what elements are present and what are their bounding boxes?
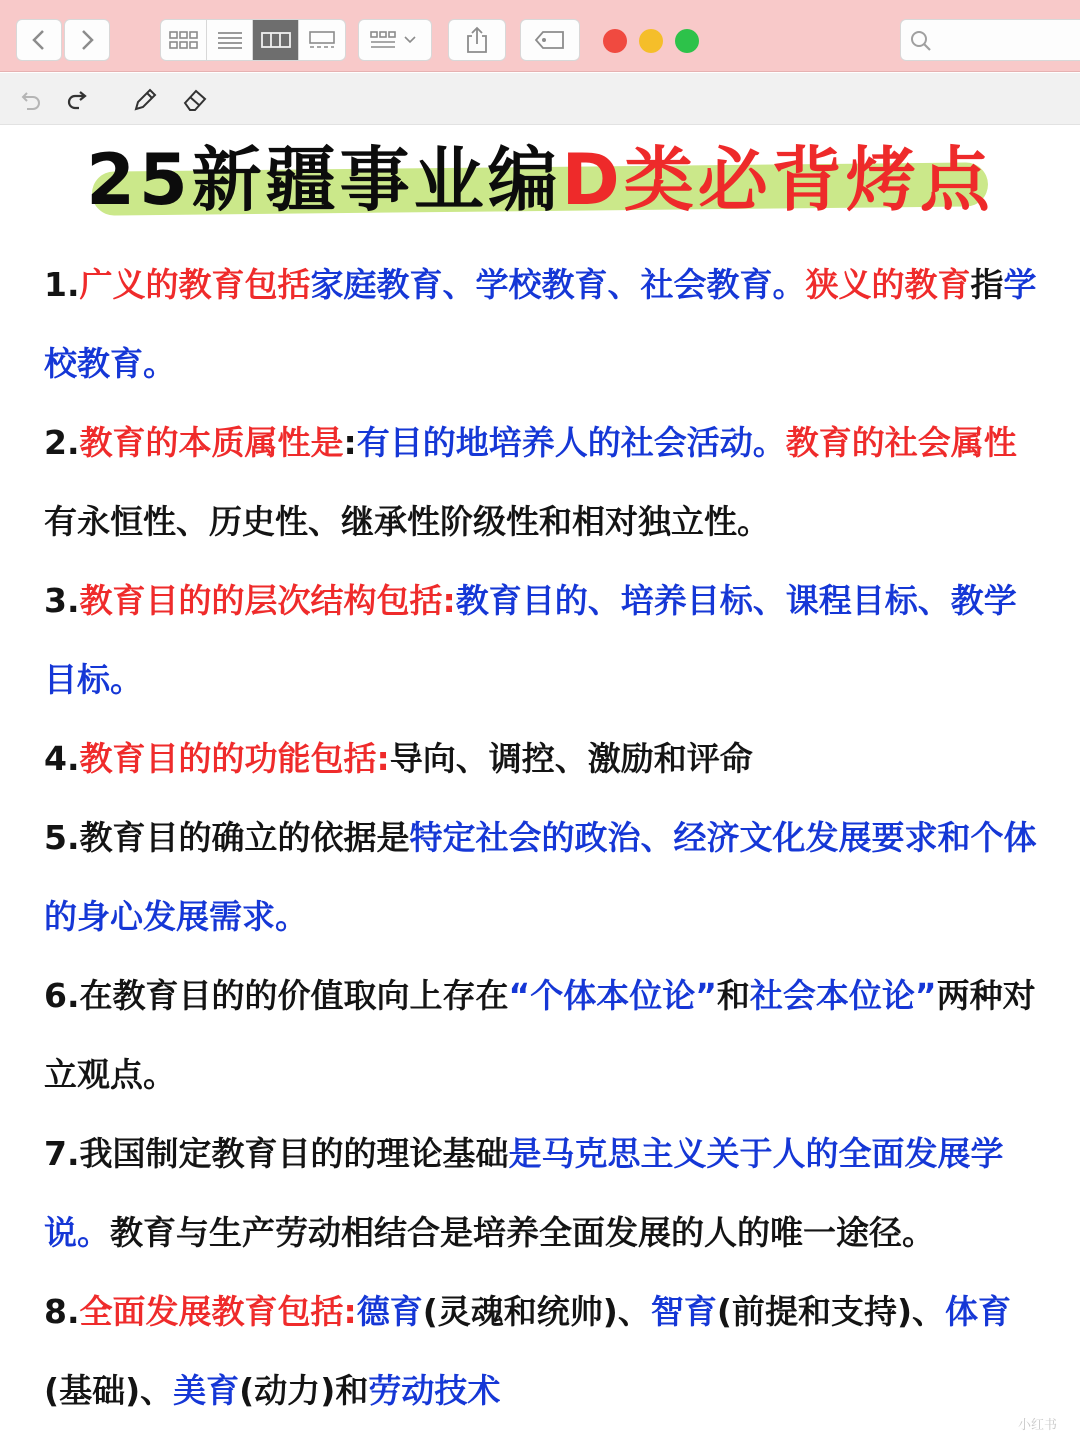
gallery-view-button[interactable] <box>299 20 345 60</box>
view-mode-switcher <box>160 19 346 61</box>
item-text-segment: 2. <box>44 423 80 462</box>
item-text-segment: 德育 <box>356 1292 423 1331</box>
eraser-button[interactable] <box>180 85 210 115</box>
list-icon <box>216 30 244 50</box>
columns-icon <box>260 30 292 50</box>
list-item <box>44 798 1044 956</box>
arrange-icon <box>367 29 423 51</box>
window-toolbar <box>0 0 1080 72</box>
close-window-button[interactable] <box>603 29 627 53</box>
item-text-segment: 社会本位论” <box>749 976 937 1015</box>
item-text-segment: 教育目的的功能包括: <box>79 739 390 778</box>
list-item <box>44 1272 1044 1430</box>
forward-button[interactable] <box>64 19 110 61</box>
item-text-segment: 特定社会的政治、经济文化发展要求和个体的身心发展需求。 <box>44 818 1037 936</box>
item-text-segment: 3. <box>44 581 80 620</box>
document-title-block <box>0 135 1080 225</box>
list-item <box>44 956 1044 1114</box>
list-view-button[interactable] <box>207 20 253 60</box>
arrange-dropdown[interactable] <box>358 19 432 61</box>
gallery-icon <box>306 30 338 50</box>
back-button[interactable] <box>16 19 62 61</box>
note-items-list <box>44 245 1044 1430</box>
minimize-window-button[interactable] <box>639 29 663 53</box>
list-item <box>44 1114 1044 1272</box>
item-text-segment: 美育 <box>173 1371 240 1410</box>
pencil-icon <box>131 86 159 114</box>
undo-button[interactable] <box>16 85 46 115</box>
item-text-segment: 6.在教育目的的价值取向上存在 <box>44 976 509 1015</box>
item-text-segment: 导向、调控、激励和评命 <box>389 739 753 778</box>
search-field[interactable] <box>900 19 1080 61</box>
item-text-segment: 是马克思主义关于人的全面发展学说。 <box>44 1134 1004 1252</box>
pencil-button[interactable] <box>130 85 160 115</box>
watermark: 小红书 <box>1018 1418 1058 1433</box>
item-text-segment: 学校教育。 <box>44 265 1037 383</box>
list-item <box>44 245 1044 403</box>
share-icon <box>464 26 490 54</box>
edit-toolbar <box>0 73 1080 125</box>
item-text-segment: 8. <box>44 1292 80 1331</box>
item-text-segment: 智育 <box>650 1292 717 1331</box>
item-text-segment: 5.教育目的确立的依据是 <box>44 818 410 857</box>
icon-view-button[interactable] <box>161 20 207 60</box>
redo-icon <box>65 88 89 112</box>
chevron-right-icon <box>77 28 97 52</box>
grid-icon <box>168 30 200 50</box>
eraser-icon <box>181 86 209 114</box>
item-text-segment: 有目的地培养人的社会活动。 <box>356 423 786 462</box>
item-text-segment: 教育与生产劳动相结合是培养全面发展的人的唯一途径。 <box>110 1213 935 1252</box>
item-text-segment: 有永恒性、历史性、继承性阶级性和相对独立性。 <box>44 502 770 541</box>
column-view-button[interactable] <box>253 20 299 60</box>
title-part-red: D类必背烤点 <box>561 139 994 221</box>
item-text-segment: (灵魂和统帅)、 <box>422 1292 651 1331</box>
item-text-segment: 指 <box>970 265 1004 304</box>
tag-button[interactable] <box>520 19 580 61</box>
search-icon <box>909 29 933 53</box>
list-item <box>44 719 1044 798</box>
item-text-segment: 教育的社会属性 <box>785 423 1017 462</box>
item-text-segment: (基础)、 <box>44 1371 174 1410</box>
tag-icon <box>533 29 567 51</box>
share-button[interactable] <box>448 19 506 61</box>
item-text-segment: 1. <box>44 265 80 304</box>
item-text-segment: 和 <box>716 976 750 1015</box>
item-text-segment: 体育 <box>945 1292 1012 1331</box>
redo-button[interactable] <box>62 85 92 115</box>
chevron-left-icon <box>29 28 49 52</box>
list-item <box>44 561 1044 719</box>
item-text-segment: “个体本位论” <box>508 976 717 1015</box>
item-text-segment: (动力)和 <box>239 1371 369 1410</box>
title-part-black: 25新疆事业编 <box>86 139 562 221</box>
item-text-segment: (前提和支持)、 <box>716 1292 946 1331</box>
item-text-segment: 教育的本质属性是 <box>79 423 344 462</box>
zoom-window-button[interactable] <box>675 29 699 53</box>
item-text-segment: 全面发展教育包括: <box>79 1292 357 1331</box>
item-text-segment: 4. <box>44 739 80 778</box>
item-text-segment: 教育目的、培养目标、课程目标、教学目标。 <box>44 581 1017 699</box>
item-text-segment: 教育目的的层次结构包括: <box>79 581 456 620</box>
undo-icon <box>19 88 43 112</box>
item-text-segment: 广义的教育包括 <box>79 265 311 304</box>
page-title <box>0 135 1080 225</box>
item-text-segment: 两种对立观点。 <box>44 976 1036 1094</box>
list-item <box>44 403 1044 561</box>
item-text-segment: : <box>343 423 357 462</box>
item-text-segment: 7.我国制定教育目的的理论基础 <box>44 1134 509 1173</box>
item-text-segment: 狭义的教育 <box>805 265 971 304</box>
item-text-segment: 劳动技术 <box>368 1371 501 1410</box>
item-text-segment: 家庭教育、学校教育、社会教育。 <box>310 265 806 304</box>
